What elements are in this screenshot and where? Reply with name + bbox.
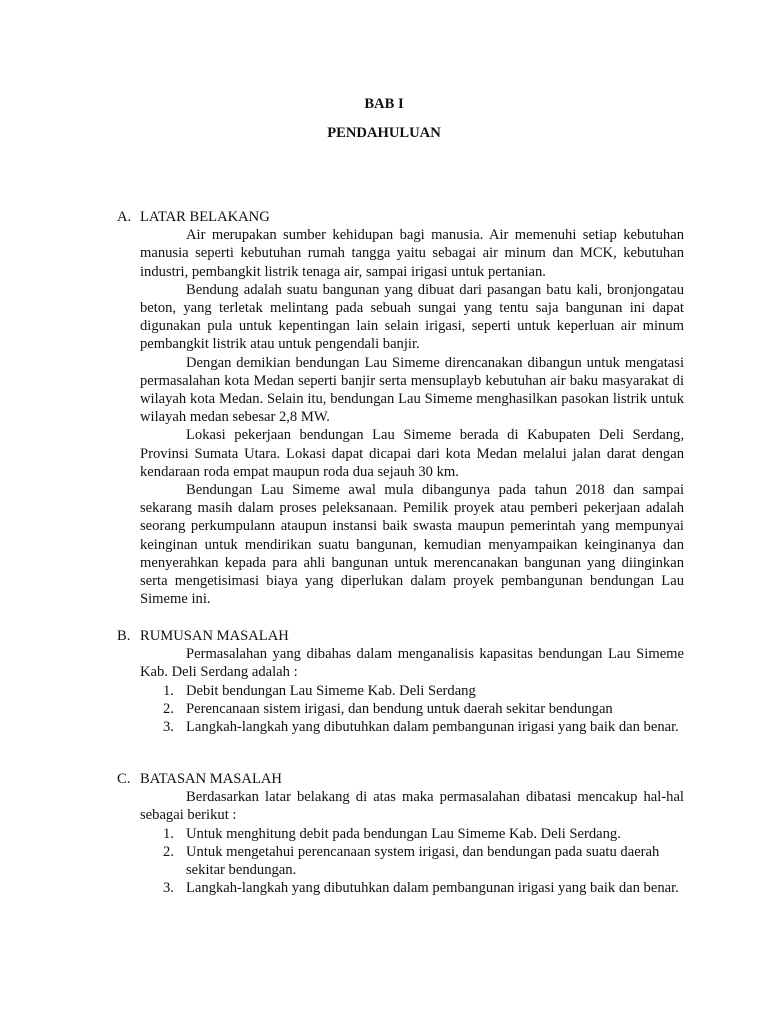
list-item [140, 682, 684, 700]
section-batasan-masalah [117, 770, 684, 897]
list-item-text: Debit bendungan Lau Simeme Kab. Deli Serdang [186, 682, 476, 699]
paragraph: Dengan demikian bendungan Lau Simeme direncanakan dibangun untuk mengatasi permasalahan kota Medan seperti banjir serta mensuplayb kebutuhan air baku masyarakat di wilayah kota Medan. Selain itu, bendungan Lau Simeme menghasilkan pasokan listrik untuk wilayah medan sebesar 2,8 MW. [140, 354, 684, 426]
paragraph: Permasalahan yang dibahas dalam menganalisis kapasitas bendungan Lau Simeme Kab. Deli Serdang adalah : [140, 646, 684, 681]
list-item-text: Untuk mengetahui perencanaan system irigasi, dan bendungan pada suatu daerah sekitar bendungan. [186, 843, 660, 878]
list-item-text: Untuk menghitung debit pada bendungan Lau Simeme Kab. Deli Serdang. [186, 825, 621, 842]
section-heading [117, 627, 684, 645]
section-body [140, 788, 684, 897]
chapter-number: BAB I [364, 96, 404, 112]
paragraph: Lokasi pekerjaan bendungan Lau Simeme berada di Kabupaten Deli Serdang, Provinsi Sumata Utara. Lokasi dapat dicapai dari kota Medan melalui jalan darat dengan kendaraan roda empat maupun roda dua sejauh 30 km. [140, 427, 684, 480]
section-heading [117, 208, 684, 226]
section-title: BATASAN MASALAH [140, 771, 282, 787]
section-latar-belakang [117, 208, 684, 608]
list-number: 2. [163, 700, 174, 717]
paragraph: Berdasarkan latar belakang di atas maka permasalahan dibatasi mencakup hal-hal sebagai berikut : [140, 789, 684, 824]
list-number: 1. [163, 682, 174, 699]
list-number: 1. [163, 825, 174, 842]
section-title: LATAR BELAKANG [140, 209, 270, 225]
list-item [140, 825, 684, 843]
section-letter: C. [117, 771, 131, 787]
list-item [140, 879, 684, 897]
paragraph: Bendungan Lau Simeme awal mula dibangunya pada tahun 2018 dan sampai sekarang masih dalam proses peleksanaan. Pemilik proyek atau pemberi pekerjaan adalah seorang perkumpulann ataupun instansi baik swasta maupun pemerintah yang mempunyai keinginan untuk mendirikan suatu bangunan, kemudian menyampaikan keinginanya dan menyerahkan kepada para ahli bangunan untuk merencanakan bangunan yang diinginkan serta mengetisimasi biaya yang diperlukan dalam proyek pembangunan bendungan Lau Simeme ini. [140, 482, 684, 608]
numbered-list [140, 825, 684, 898]
list-item [140, 843, 684, 879]
list-item [140, 718, 684, 736]
list-item-text: Perencanaan sistem irigasi, dan bendung untuk daerah sekitar bendungan [186, 700, 613, 717]
list-item [140, 700, 684, 718]
section-letter: A. [117, 209, 132, 225]
paragraph: Air merupakan sumber kehidupan bagi manusia. Air memenuhi setiap kebutuhan manusia seperti kebutuhan rumah tangga yaitu sebagai air minum dan MCK, kebutuhan industri, pembangkit listrik tenaga air, sampai irigasi untuk pertanian. [140, 227, 684, 280]
list-item-text: Langkah-langkah yang dibutuhkan dalam pembangunan irigasi yang baik dan benar. [186, 880, 679, 897]
list-item-text: Langkah-langkah yang dibutuhkan dalam pembangunan irigasi yang baik dan benar. [186, 719, 679, 735]
section-body [140, 226, 684, 608]
section-letter: B. [117, 628, 131, 644]
section-body [140, 645, 684, 736]
chapter-title: PENDAHULUAN [327, 125, 441, 141]
section-rumusan-masalah [117, 627, 684, 736]
section-heading [117, 770, 684, 788]
list-number: 3. [163, 719, 174, 735]
list-number: 3. [163, 880, 174, 897]
numbered-list [140, 682, 684, 737]
paragraph: Bendung adalah suatu bangunan yang dibuat dari pasangan batu kali, bronjongatau beton, yang terletak melintang pada sebuah sungai yang tentu saja bangunan ini dapat digunakan pula untuk kepentingan lain selain irigasi, seperti untuk keperluan air minum pembangkit listrik atau untuk pengendali banjir. [140, 281, 684, 353]
list-number: 2. [163, 843, 174, 860]
section-title: RUMUSAN MASALAH [140, 628, 289, 644]
